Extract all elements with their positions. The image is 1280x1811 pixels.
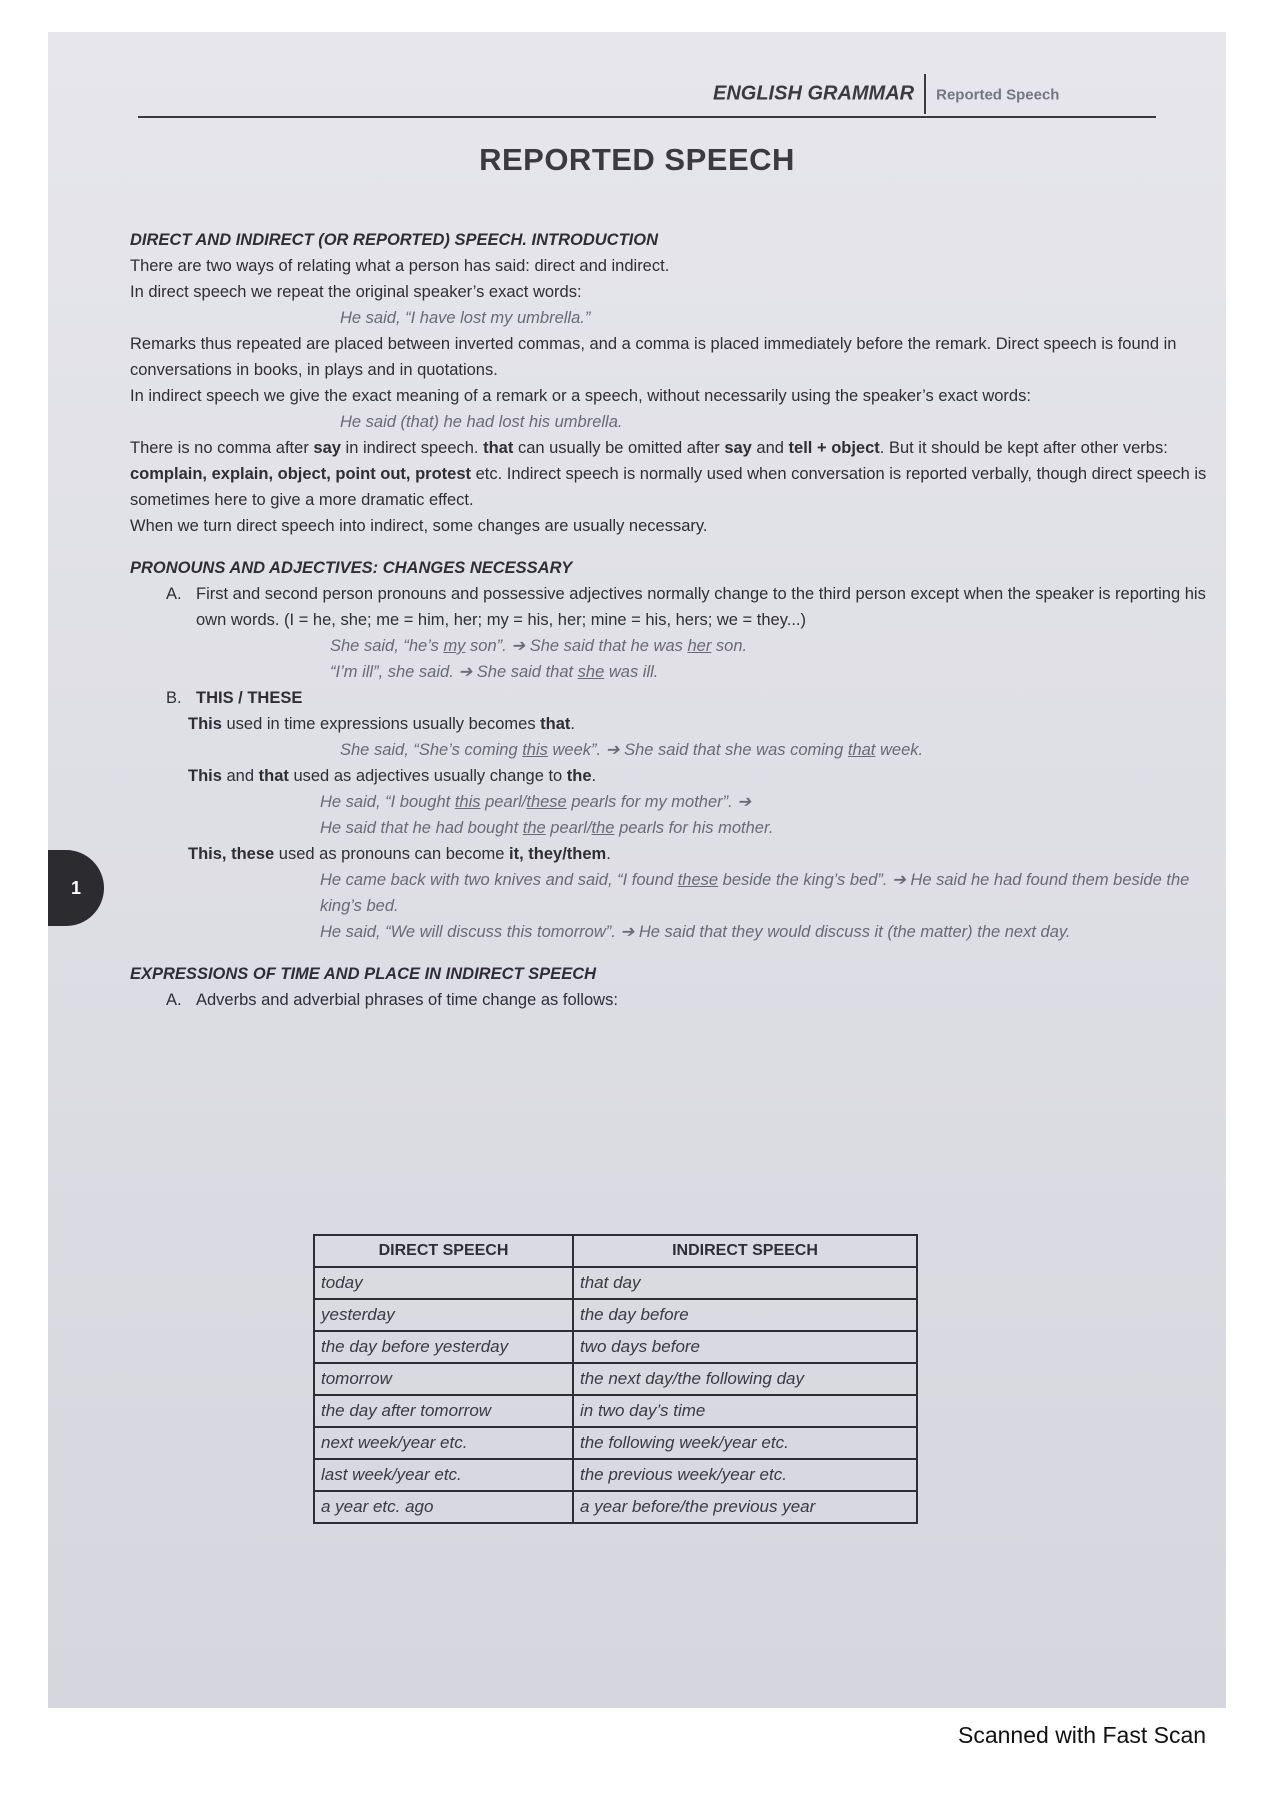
table-row [314,1267,917,1299]
example: He said that he had bought the pearl/the pearls for his mother. [320,819,774,837]
table-cell: the next day/the following day [573,1363,917,1395]
example: He said (that) he had lost his umbrella. [340,413,623,431]
table-cell: tomorrow [314,1363,573,1395]
table-cell: a year before/the previous year [573,1491,917,1523]
table-row [314,1331,917,1363]
table-cell: the following week/year etc. [573,1427,917,1459]
example: He said, “We will discuss this tomorrow”. ➔ He said that they would discuss it (the matter) the next day. [320,923,1071,941]
header-separator [924,74,926,114]
header-main: ENGLISH GRAMMAR [713,82,915,105]
example: He said, “I have lost my umbrella.” [340,309,591,327]
section-heading: PRONOUNS AND ADJECTIVES: CHANGES NECESSARY [130,559,573,577]
paragraph: There is no comma after say in indirect speech. that can usually be omitted after say and tell + object. But it should be kept after other verbs: complain, explain, object, point out, protest etc. Indirect speech is normally used when conversation is reported verbally, though direct speech is sometimes here to give a more dramatic effect. [130,439,1207,509]
table-cell: the day before [573,1299,917,1331]
table-cell: that day [573,1267,917,1299]
table-row [314,1459,917,1491]
scanned-page [48,32,1226,1708]
example: He said, “I bought this pearl/these pearls for my mother”. ➔ [320,793,752,811]
paragraph: This, these used as pronouns can become it, they/them. [188,845,611,863]
time-expressions-table [313,1234,918,1524]
example: “I’m ill”, she said. ➔ She said that she was ill. [330,663,659,681]
column-header: DIRECT SPEECH [314,1235,573,1267]
table-cell: last week/year etc. [314,1459,573,1491]
table-cell: in two day’s time [573,1395,917,1427]
table-cell: two days before [573,1331,917,1363]
example: He came back with two knives and said, “I found these beside the king’s bed”. ➔ He said he had found them beside the king’s bed. [320,871,1190,915]
table-row [314,1491,917,1523]
chapter-tab: 1 [48,850,104,926]
list-item: A. First and second person pronouns and possessive adjectives normally change to the third person except when the speaker is reporting his own words. (I = he, she; me = him, her; my = his, her; mine = his, hers; we = they...) [166,585,1206,629]
table-row [314,1299,917,1331]
header-sub: Reported Speech [936,86,1060,104]
list-item: A. Adverbs and adverbial phrases of time change as follows: [166,991,618,1009]
table-cell: the day before yesterday [314,1331,573,1363]
page-body [130,217,1210,1013]
page-title: REPORTED SPEECH [479,142,795,177]
table-header-row [314,1235,917,1267]
section-heading: EXPRESSIONS OF TIME AND PLACE IN INDIRECT SPEECH [130,965,597,983]
example: She said, “he’s my son”. ➔ She said that he was her son. [330,637,748,655]
paragraph: Remarks thus repeated are placed between inverted commas, and a comma is placed immediately before the remark. Direct speech is found in conversations in books, in plays and in quotations. [130,335,1177,379]
paragraph: This used in time expressions usually becomes that. [188,715,576,733]
table-cell: next week/year etc. [314,1427,573,1459]
paragraph: When we turn direct speech into indirect, some changes are usually necessary. [130,517,708,535]
table-row [314,1363,917,1395]
header-rule [138,116,1156,118]
table-row [314,1427,917,1459]
running-header [713,74,1059,114]
list-item: B. THIS / THESE [166,689,303,707]
table-row [314,1395,917,1427]
table-cell: the previous week/year etc. [573,1459,917,1491]
column-header: INDIRECT SPEECH [573,1235,917,1267]
scan-footer: Scanned with Fast Scan [958,1722,1207,1748]
table-cell: today [314,1267,573,1299]
paragraph: In indirect speech we give the exact meaning of a remark or a speech, without necessarily using the speaker’s exact words: [130,387,1031,405]
section-heading: DIRECT AND INDIRECT (OR REPORTED) SPEECH. INTRODUCTION [130,231,659,249]
paragraph: There are two ways of relating what a person has said: direct and indirect. [130,257,670,275]
example: She said, “She’s coming this week”. ➔ She said that she was coming that week. [340,741,924,759]
paragraph: This and that used as adjectives usually change to the. [188,767,597,785]
table-cell: the day after tomorrow [314,1395,573,1427]
table-cell: a year etc. ago [314,1491,573,1523]
paragraph: In direct speech we repeat the original speaker’s exact words: [130,283,582,301]
table-cell: yesterday [314,1299,573,1331]
